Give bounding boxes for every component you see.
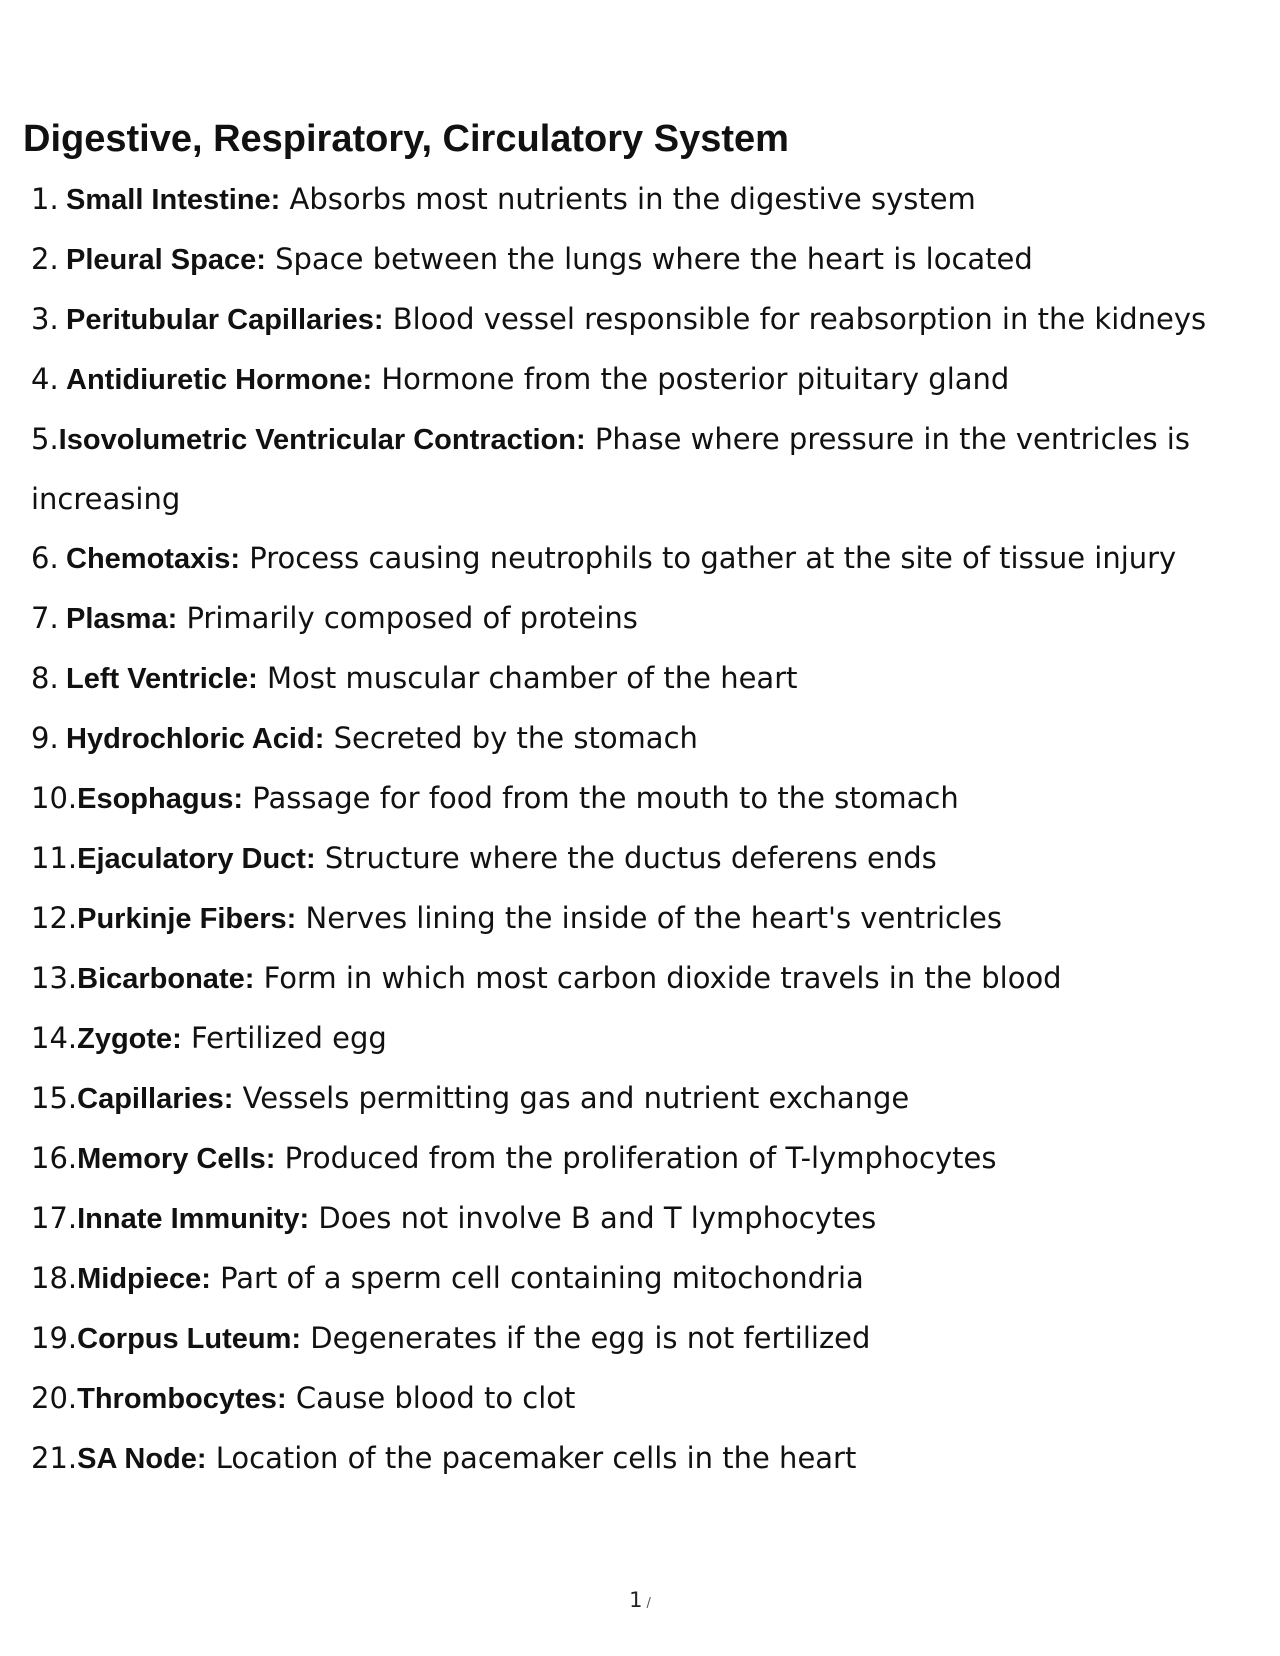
item-number: 9. xyxy=(31,721,59,755)
term-definition: Phase where pressure in the ventricles is increasing xyxy=(31,422,1190,516)
list-item xyxy=(31,1069,1266,1129)
list-item xyxy=(31,410,1211,529)
term-name: Isovolumetric Ventricular Contraction: xyxy=(58,424,586,456)
list-item xyxy=(31,1429,1266,1489)
item-body xyxy=(66,290,1266,350)
term-name: Capillaries: xyxy=(77,1083,234,1115)
item-body xyxy=(77,1129,996,1189)
term-name: Hydrochloric Acid: xyxy=(66,723,325,755)
list-item xyxy=(31,1129,1266,1189)
item-body xyxy=(66,709,698,769)
document-title: Digestive, Respiratory, Circulatory System xyxy=(23,118,789,160)
item-number: 7. xyxy=(31,601,59,635)
list-item xyxy=(31,1249,1266,1309)
list-item xyxy=(31,290,1266,350)
item-body xyxy=(77,889,1002,949)
item-body xyxy=(77,1429,856,1489)
term-definition: Hormone from the posterior pituitary gland xyxy=(372,362,1010,396)
list-item xyxy=(31,230,1266,290)
item-number: 11. xyxy=(31,841,78,875)
term-definition: Blood vessel responsible for reabsorption in the kidneys xyxy=(383,302,1207,336)
term-name: Small Intestine: xyxy=(66,184,281,216)
item-number: 21. xyxy=(31,1441,78,1475)
term-definition: Nerves lining the inside of the heart's ventricles xyxy=(296,901,1002,935)
term-name: Ejaculatory Duct: xyxy=(77,843,316,875)
term-name: Antidiuretic Hormone: xyxy=(66,364,373,396)
term-name: Zygote: xyxy=(77,1023,182,1055)
term-definition: Fertilized egg xyxy=(181,1021,387,1055)
item-number: 10. xyxy=(31,781,78,815)
item-body xyxy=(66,589,638,649)
list-item xyxy=(31,170,1266,230)
term-name: Left Ventricle: xyxy=(66,663,258,695)
term-definition: Form in which most carbon dioxide travels in the blood xyxy=(254,961,1062,995)
page-number-value: 1 xyxy=(629,1588,643,1612)
term-list xyxy=(31,170,1266,1489)
item-number: 4. xyxy=(31,362,59,396)
item-number: 15. xyxy=(31,1081,78,1115)
term-definition: Absorbs most nutrients in the digestive system xyxy=(280,182,976,216)
term-definition: Vessels permitting gas and nutrient exchange xyxy=(233,1081,910,1115)
list-item xyxy=(31,350,1266,410)
item-body xyxy=(66,350,1009,410)
list-item xyxy=(31,1009,1266,1069)
item-number: 20. xyxy=(31,1381,78,1415)
item-body xyxy=(77,949,1061,1009)
item-number: 3. xyxy=(31,302,59,336)
item-body xyxy=(66,529,1266,589)
term-name: Esophagus: xyxy=(77,783,244,815)
page-number xyxy=(0,1588,1280,1612)
page-number-separator: / xyxy=(646,1596,651,1611)
item-body xyxy=(66,170,976,230)
item-body xyxy=(77,1249,864,1309)
term-name: Bicarbonate: xyxy=(77,963,255,995)
item-number: 2. xyxy=(31,242,59,276)
term-definition: Space between the lungs where the heart is located xyxy=(265,242,1033,276)
list-item xyxy=(31,889,1266,949)
item-number: 1. xyxy=(31,182,59,216)
list-item xyxy=(31,1309,1266,1369)
item-body xyxy=(77,1369,575,1429)
term-name: Pleural Space: xyxy=(66,244,266,276)
item-number: 8. xyxy=(31,661,59,695)
term-name: Corpus Luteum: xyxy=(77,1323,302,1355)
term-definition: Passage for food from the mouth to the stomach xyxy=(243,781,959,815)
list-item xyxy=(31,649,1266,709)
item-body xyxy=(77,1189,876,1249)
item-number: 19. xyxy=(31,1321,78,1355)
term-definition: Produced from the proliferation of T-lymphocytes xyxy=(275,1141,997,1175)
term-name: SA Node: xyxy=(77,1443,207,1475)
term-name: Midpiece: xyxy=(77,1263,211,1295)
term-definition: Structure where the ductus deferens ends xyxy=(315,841,937,875)
item-body xyxy=(77,829,937,889)
item-body xyxy=(77,769,959,829)
list-item xyxy=(31,589,1266,649)
item-number: 17. xyxy=(31,1201,78,1235)
item-body xyxy=(77,1009,387,1069)
term-definition: Location of the pacemaker cells in the heart xyxy=(206,1441,857,1475)
term-definition: Secreted by the stomach xyxy=(324,721,698,755)
term-definition: Most muscular chamber of the heart xyxy=(257,661,798,695)
item-body xyxy=(77,1309,870,1369)
item-number: 6. xyxy=(31,541,59,575)
list-item xyxy=(31,529,1266,589)
list-item xyxy=(31,1189,1266,1249)
term-name: Peritubular Capillaries: xyxy=(66,304,384,336)
item-number: 13. xyxy=(31,961,78,995)
item-body xyxy=(66,230,1033,290)
list-item xyxy=(31,769,1266,829)
item-number: 12. xyxy=(31,901,78,935)
item-number: 14. xyxy=(31,1021,78,1055)
term-name: Chemotaxis: xyxy=(66,543,241,575)
term-definition: Part of a sperm cell containing mitochondria xyxy=(210,1261,864,1295)
term-definition: Degenerates if the egg is not fertilized xyxy=(301,1321,871,1355)
term-name: Purkinje Fibers: xyxy=(77,903,297,935)
item-number: 5. xyxy=(31,422,59,456)
list-item xyxy=(31,1369,1266,1429)
term-name: Plasma: xyxy=(66,603,178,635)
term-definition: Process causing neutrophils to gather at the site of tissue injury xyxy=(240,541,1177,575)
item-body xyxy=(66,649,798,709)
term-name: Memory Cells: xyxy=(77,1143,276,1175)
list-item xyxy=(31,709,1266,769)
term-definition: Does not involve B and T lymphocytes xyxy=(309,1201,877,1235)
item-body xyxy=(77,1069,909,1129)
list-item xyxy=(31,829,1266,889)
term-definition: Cause blood to clot xyxy=(286,1381,576,1415)
list-item xyxy=(31,949,1266,1009)
term-name: Innate Immunity: xyxy=(77,1203,310,1235)
term-definition: Primarily composed of proteins xyxy=(177,601,638,635)
item-number: 18. xyxy=(31,1261,78,1295)
item-number: 16. xyxy=(31,1141,78,1175)
term-name: Thrombocytes: xyxy=(77,1383,287,1415)
